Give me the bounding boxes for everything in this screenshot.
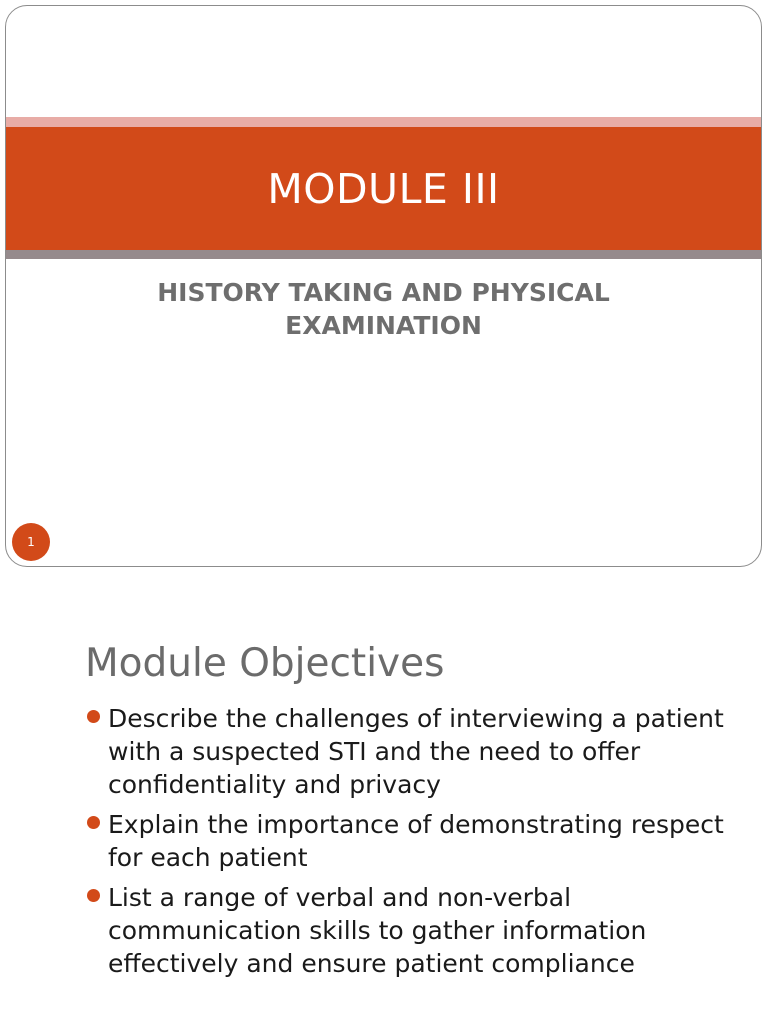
slide-title: MODULE III — [267, 164, 500, 213]
bullet-dot-icon — [87, 889, 100, 902]
list-item — [86, 702, 736, 801]
bullet-dot-icon — [87, 816, 100, 829]
bullet-text: List a range of verbal and non-verbal communication skills to gather information effectively and ensure patient compliance — [108, 883, 647, 978]
subtitle-line: EXAMINATION — [285, 311, 482, 340]
objectives-list — [86, 702, 736, 987]
bullet-dot-icon — [87, 710, 100, 723]
bullet-text: Describe the challenges of interviewing a patient with a suspected STI and the need to offer confidentiality and privacy — [108, 704, 724, 799]
slide-number-badge: 1 — [12, 523, 50, 561]
list-item — [86, 808, 736, 874]
slide-subtitle — [6, 276, 761, 342]
subtitle-line: HISTORY TAKING AND PHYSICAL — [157, 278, 610, 307]
title-slide — [5, 5, 762, 567]
accent-stripe-top — [6, 117, 761, 127]
bullet-text: Explain the importance of demonstrating respect for each patient — [108, 810, 724, 872]
title-band — [6, 127, 761, 250]
list-item — [86, 881, 736, 980]
objectives-heading: Module Objectives — [85, 641, 445, 686]
accent-stripe-bottom — [6, 250, 761, 259]
